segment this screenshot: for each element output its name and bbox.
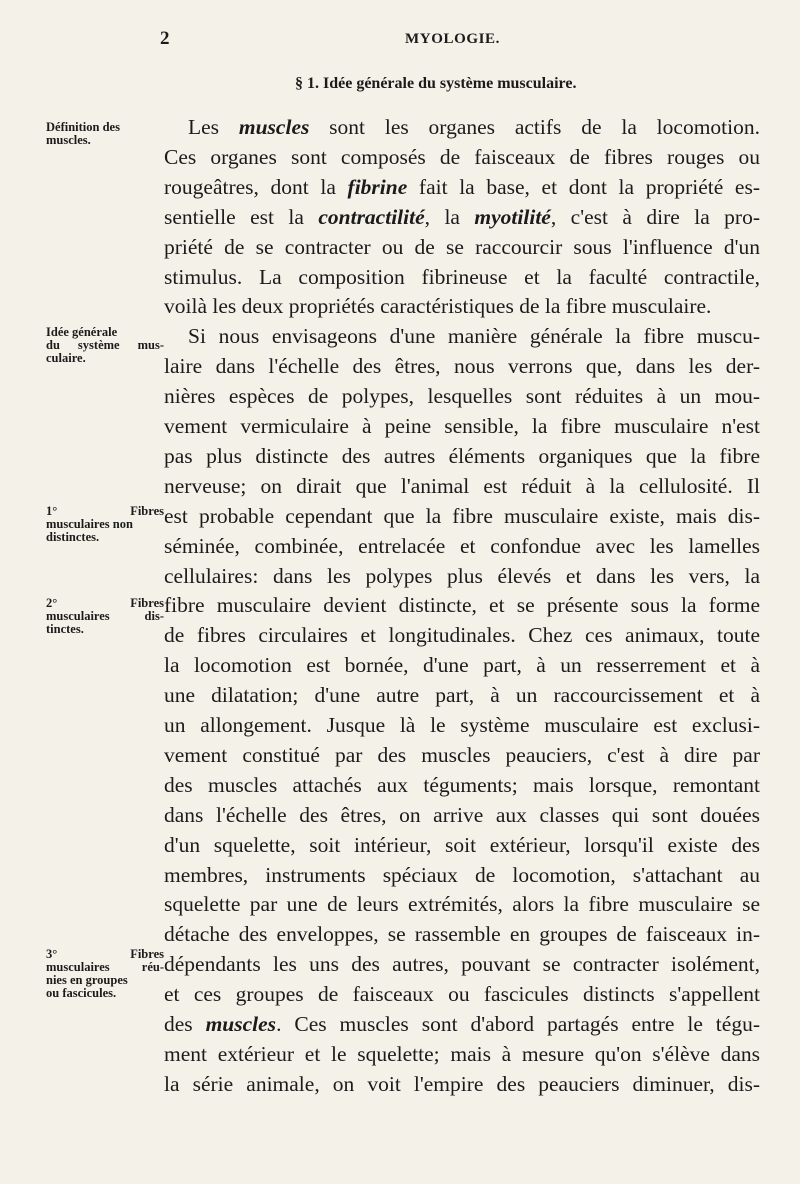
text-line: voilà les deux propriétés caractéristiques de la fibre musculaire.: [164, 294, 712, 319]
margin-note-line: musculaires dis-: [46, 609, 164, 623]
text-line: et ces groupes de faisceaux ou fascicules distincts s'appellent: [164, 982, 760, 1007]
margin-note-line: tinctes.: [46, 622, 84, 636]
text-line: d'un squelette, soit intérieur, soit extérieur, lorsqu'il existe des: [164, 832, 760, 857]
text-line: cellulaires: dans les polypes plus élevés et dans les vers, la: [164, 563, 760, 588]
text-line: vement vermiculaire à peine sensible, la fibre musculaire n'est: [164, 414, 760, 438]
margin-note-line: musculaires non: [46, 517, 133, 531]
margin-note-line: 2° Fibres: [46, 596, 164, 610]
margin-note-line: 3° Fibres: [46, 947, 164, 961]
text-line: Les muscles sont les organes actifs de la locomotion.: [188, 115, 760, 139]
margin-note-line: Idée générale: [46, 325, 118, 339]
text-line: nerveuse; on dirait que l'animal est réduit à la cellulosité. Il: [164, 473, 760, 498]
text-line: membres, instruments spéciaux de locomotion, s'attachant au: [164, 862, 760, 887]
text-line: laire dans l'échelle des êtres, nous verrons que, dans les der-: [164, 354, 760, 379]
margin-note-fibres-1: [46, 505, 164, 544]
margin-note-definition: [46, 121, 164, 147]
emphasized-term: muscles: [238, 115, 310, 139]
margin-note-fibres-3: [46, 948, 164, 1000]
emphasized-term: contractilité: [318, 204, 425, 229]
page-number: 2: [160, 28, 170, 49]
margin-note-line: ou fascicules.: [46, 986, 117, 1000]
margin-note-line: 1° Fibres: [46, 504, 164, 518]
text-line: nières espèces de polypes, lesquelles sont réduites à un mou-: [164, 384, 760, 409]
text-line: priété de se contracter ou de se raccourcir sous l'influence d'un: [164, 234, 760, 259]
text-line: pas plus distincte des autres éléments organiques que la fibre: [164, 443, 760, 468]
emphasized-term: fibrine: [347, 174, 408, 199]
text-line: squelette par une de leurs extrémités, alors la fibre musculaire se: [164, 892, 760, 917]
text-line: est probable cependant que la fibre musculaire existe, mais dis-: [164, 503, 760, 528]
text-line: Si nous envisageons d'une manière générale la fibre muscu-: [188, 324, 760, 349]
text-line: sentielle est la contractilité, la myotilité, c'est à dire la pro-: [164, 204, 760, 229]
text-line: dépendants les uns des autres, pouvant se contracter isolément,: [164, 952, 760, 977]
text-line: un allongement. Jusque là le système musculaire est exclusi-: [164, 713, 760, 737]
text-line: de fibres circulaires et longitudinales. Chez ces animaux, toute: [164, 623, 760, 648]
margin-note-idee-generale: [46, 326, 164, 365]
text-line: rougeâtres, dont la fibrine fait la base, et dont la propriété es-: [164, 174, 760, 199]
text-line: la série animale, on voit l'empire des peauciers diminuer, dis-: [164, 1071, 760, 1096]
text-line: ment extérieur et le squelette; mais à mesure qu'on s'élève dans: [164, 1041, 760, 1066]
text-line: des muscles attachés aux téguments; mais lorsque, remontant: [164, 772, 760, 797]
emphasized-term: muscles: [205, 1012, 277, 1036]
running-title: MYOLOGIE.: [405, 31, 500, 47]
emphasized-term: myotilité: [474, 204, 551, 229]
margin-note-line: nies en groupes: [46, 973, 128, 987]
text-line: dans l'échelle des êtres, on arrive aux classes qui sont douées: [164, 802, 760, 827]
text-line: une dilatation; d'une autre part, à un raccourcissement et à: [164, 683, 760, 708]
text-line: Ces organes sont composés de faisceaux de fibres rouges ou: [164, 144, 760, 169]
text-line: détache des enveloppes, se rassemble en groupes de faisceaux in-: [164, 922, 760, 947]
text-line: fibre musculaire devient distincte, et se présente sous la forme: [164, 593, 760, 618]
margin-note-line: Définition des: [46, 120, 120, 134]
margin-note-line: distinctes.: [46, 530, 100, 544]
margin-note-line: muscles.: [46, 133, 91, 147]
margin-note-line: du système mus-: [46, 338, 164, 352]
text-line: des muscles. Ces muscles sont d'abord partagés entre le tégu-: [164, 1012, 760, 1036]
text-line: la locomotion est bornée, d'une part, à un resserrement et à: [164, 653, 760, 678]
text-line: stimulus. La composition fibrineuse et la faculté contractile,: [164, 264, 760, 289]
margin-note-line: musculaires réu-: [46, 960, 164, 974]
section-heading: § 1. Idée générale du système musculaire.: [295, 75, 577, 92]
text-line: séminée, combinée, entrelacée et confondue avec les lamelles: [164, 533, 760, 558]
margin-note-line: culaire.: [46, 351, 86, 365]
margin-note-fibres-2: [46, 597, 164, 636]
text-line: vement constitué par des muscles peauciers, c'est à dire par: [164, 742, 760, 767]
